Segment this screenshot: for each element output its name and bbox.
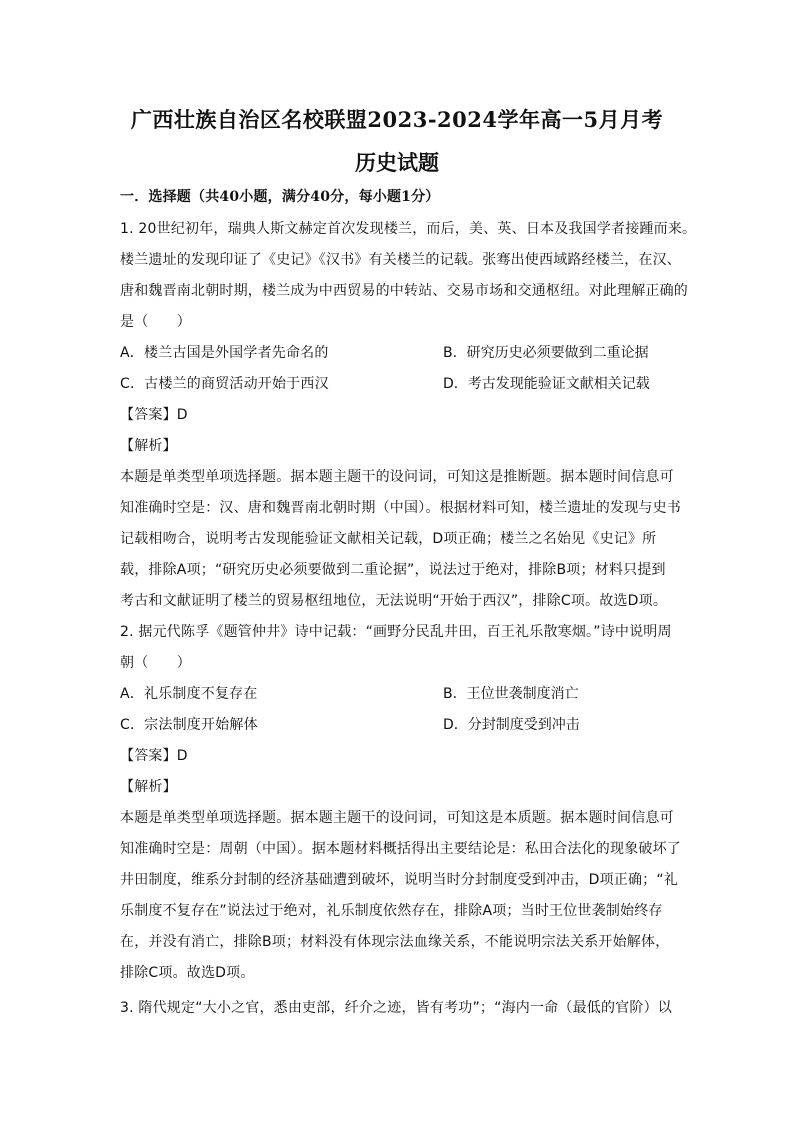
- q2-analysis-line: 排除C项。故选D项。: [120, 965, 255, 981]
- q1-analysis-line: 载，排除A项；“研究历史必须要做到二重论据”，说法过于绝对，排除B项；材料只提到: [120, 562, 666, 578]
- q2-analysis-line: 知准确时空是：周朝（中国）。据本题材料概括得出主要结论是：私田合法化的现象破坏了: [120, 841, 681, 857]
- q1-stem-line: 唐和魏晋南北朝时期，楼兰成为中西贸易的中转站、交易市场和交通枢纽。对此理解正确的: [120, 283, 688, 299]
- q2-analysis-line: 本题是单类型单项选择题。据本题主题干的设问词，可知这是本质题。据本题时间信息可: [120, 810, 674, 826]
- q1-analysis-line: 知准确时空是：汉、唐和魏晋南北朝时期（中国）。根据材料可知，楼兰遗址的发现与史书: [120, 500, 681, 516]
- exam-subtitle: 历史试题: [355, 150, 439, 175]
- q2-option-b: B．王位世袭制度消亡: [443, 686, 579, 702]
- q1-analysis-line: 考古和文献证明了楼兰的贸易枢纽地位，无法说明“开始于西汉”，排除C项。故选D项。: [120, 593, 668, 609]
- section-heading: 一．选择题（共40小题，满分40分，每小题1分）: [120, 189, 440, 205]
- q2-option-c: C．宗法制度开始解体: [120, 717, 258, 733]
- q1-stem-line: 是（ ）: [120, 314, 191, 330]
- q1-option-c: C．古楼兰的商贸活动开始于西汉: [120, 376, 329, 392]
- q1-stem-line: 1. 20世纪初年，瑞典人斯文赫定首次发现楼兰，而后，美、英、日本及我国学者接踵而来。: [120, 221, 697, 237]
- q1-analysis-label: 【解析】: [120, 438, 177, 454]
- q1-option-a: A．楼兰古国是外国学者先命名的: [120, 345, 329, 361]
- q2-analysis-line: 在，并没有消亡，排除B项；材料没有体现宗法血缘关系，不能说明宗法关系开始解体，: [120, 934, 670, 950]
- q1-analysis-line: 记载相吻合，说明考古发现能验证文献相关记载，D项正确；楼兰之名始见《史记》所: [120, 531, 657, 547]
- q1-stem-line: 楼兰遗址的发现印证了《史记》《汉书》有关楼兰的记载。张骞出使西域路经楼兰，在汉、: [120, 252, 681, 268]
- q1-option-b: B．研究历史必须要做到二重论据: [443, 345, 649, 361]
- q1-analysis-line: 本题是单类型单项选择题。据本题主题干的设问词，可知这是推断题。据本题时间信息可: [120, 469, 674, 485]
- q1-option-d: D．考古发现能验证文献相关记载: [443, 376, 650, 392]
- q2-option-d: D．分封制度受到冲击: [443, 717, 580, 733]
- q2-analysis-label: 【解析】: [120, 779, 177, 795]
- q2-stem-line: 朝（ ）: [120, 655, 191, 671]
- q2-analysis-line: 井田制度，维系分封制的经济基础遭到破坏，说明当时分封制度受到冲击，D项正确；“礼: [120, 872, 679, 888]
- q2-analysis-line: 乐制度不复存在”说法过于绝对，礼乐制度依然存在，排除A项；当时王位世袭制始终存: [120, 903, 663, 919]
- q2-answer: 【答案】D: [120, 748, 188, 764]
- q2-option-a: A．礼乐制度不复存在: [120, 686, 258, 702]
- q2-stem-line: 2. 据元代陈孚《题管仲井》诗中记载：“画野分民乱井田，百王礼乐散寒烟。”诗中说明周: [120, 624, 672, 640]
- exam-title: 广西壮族自治区名校联盟2023-2024学年高一5月月考: [130, 107, 664, 132]
- q1-answer: 【答案】D: [120, 407, 188, 423]
- q3-stem-line: 3. 隋代规定“大小之官，悉由吏部，纤介之迹，皆有考功”；“海内一命（最低的官阶）以: [120, 1000, 672, 1016]
